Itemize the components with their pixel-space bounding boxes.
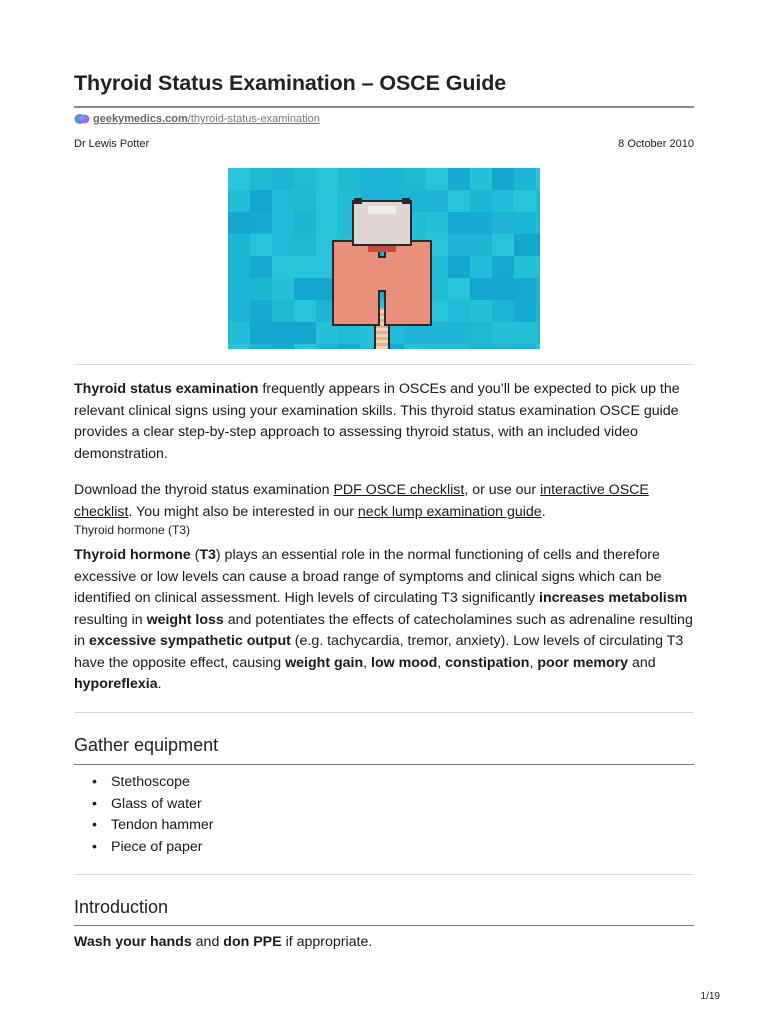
- neck-lump-guide-link[interactable]: neck lump examination guide: [357, 503, 542, 520]
- pdf-checklist-link[interactable]: PDF OSCE checklist: [333, 482, 465, 498]
- gather-equipment-heading: Gather equipment: [74, 735, 219, 755]
- page-title: Thyroid Status Examination – OSCE Guide: [74, 71, 507, 95]
- intro-paragraph: Thyroid status examination frequently appears in OSCEs and you’ll be expected to pick up the relevant clinical signs using your examination skills. This thyroid status examination OSCE guide provides a clear step-by-step approach to assessing thyroid status, with an included video demonstration.: [74, 381, 680, 462]
- geekymedics-logo-icon: [74, 113, 90, 125]
- author-name: Dr Lewis Potter: [74, 138, 150, 150]
- hero-image-thyroid: [228, 168, 540, 349]
- page-number: 1/19: [700, 991, 720, 1002]
- source-link-row: [74, 113, 320, 125]
- list-item: • Glass of water: [111, 794, 214, 816]
- list-item: • Tendon hammer: [111, 815, 214, 837]
- download-paragraph: Download the thyroid status examination PDF OSCE checklist, or use our interactive OSCE checklist. You might also be interested in our neck lump examination guide.: [74, 482, 649, 520]
- section-divider: [74, 874, 694, 875]
- list-item: • Piece of paper: [111, 837, 214, 859]
- publish-date: 8 October 2010: [618, 138, 694, 150]
- section-divider: [74, 364, 694, 365]
- introduction-paragraph: Wash your hands and don PPE if appropriate.: [74, 934, 373, 950]
- equipment-list: [74, 772, 214, 858]
- heading-underline: [74, 925, 694, 926]
- title-divider: [74, 106, 694, 108]
- pixel-thyroid-gland-icon: [228, 168, 540, 349]
- list-item: • Stethoscope: [111, 772, 214, 794]
- section-divider: [74, 712, 694, 713]
- thyroid-hormone-paragraph: Thyroid hormone (T3) plays an essential role in the normal functioning of cells and therefore excessive or low levels can cause a broad range of symptoms and clinical signs which can be identified on clinical assessment. High levels of circulating T3 significantly increases metabolism resulting in weight loss and potentiates the effects of catecholamines such as adrenaline resulting in excessive sympathetic output (e.g. tachycardia, tremor, anxiety). Low levels of circulating T3 have the opposite effect, causing weight gain, low mood, constipation, poor memory and hyporeflexia.: [74, 547, 693, 692]
- image-caption: Thyroid hormone (T3): [74, 523, 191, 537]
- interactive-checklist-link[interactable]: interactive OSCE checklist: [74, 482, 649, 520]
- heading-underline: [74, 764, 694, 765]
- source-url-link[interactable]: geekymedics.com/thyroid-status-examination: [93, 113, 320, 125]
- introduction-heading: Introduction: [74, 897, 169, 917]
